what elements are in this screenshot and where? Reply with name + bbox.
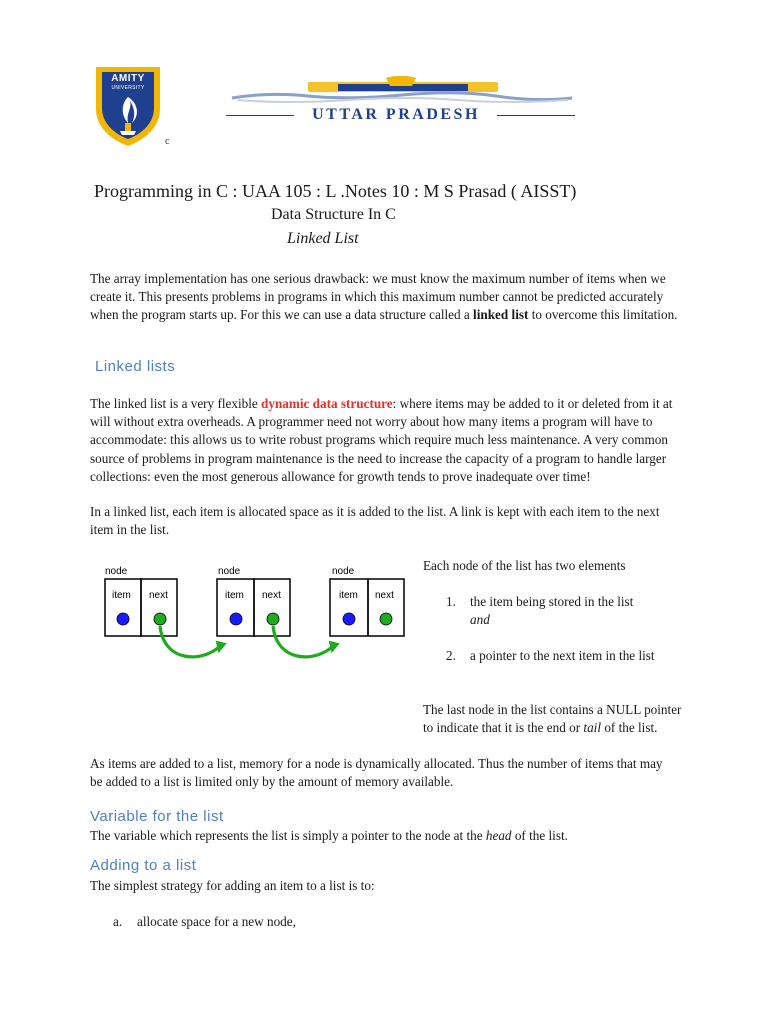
node-2-next-label: next <box>262 590 281 601</box>
node-elements-intro: Each node of the list has two elements <box>423 558 626 573</box>
variable-paragraph <box>90 827 690 845</box>
dynamic-data-structure-term: dynamic data structure <box>261 396 393 411</box>
node-3-item-dot <box>343 613 355 625</box>
list-item-tail: and <box>470 612 490 628</box>
intro-text-before: The array implementation has one serious drawback: we must know the maximum number of items when we create it. This presents problems in programs in which this maximum number cannot be predicted accurately when the program starts up. For this we can use a data structure called a <box>90 271 666 323</box>
section-heading-linked-lists: Linked lists <box>95 358 176 375</box>
list-item-text: allocate space for a new node, <box>137 914 296 929</box>
list-item <box>446 647 676 665</box>
variable-text-before: The variable which represents the list is simply a pointer to the node at the <box>90 828 486 843</box>
list-item <box>113 913 513 931</box>
node-1-next-label: next <box>149 590 168 601</box>
page-title-line1: Programming in C : UAA 105 : L .Notes 10 : M S Prasad ( AISST) <box>94 181 577 201</box>
last-node-paragraph <box>423 701 685 737</box>
linked-list-allocation-paragraph: In a linked list, each item is allocated space as it is added to the list. A link is kept with each item to the next item in the list. <box>90 504 660 538</box>
banner-emblem <box>228 76 576 106</box>
node-3-item-cell <box>330 579 368 636</box>
linked-list-diagram-svg <box>96 560 412 670</box>
banner-rule-left <box>226 115 294 116</box>
intro-paragraph <box>90 270 678 325</box>
banner-rule-right <box>497 115 575 116</box>
intro-text-after: to overcome this limitation. <box>528 307 678 323</box>
link-arrow-1 <box>160 626 220 657</box>
list-item-text: the item being stored in the list <box>470 594 634 609</box>
node-1-item-dot <box>117 613 129 625</box>
variable-text-after: of the list. <box>511 828 568 843</box>
linked-list-diagram <box>96 560 412 670</box>
node-1-item-cell <box>105 579 141 636</box>
node-3-next-label: next <box>375 590 394 601</box>
intro-bold-term: linked list <box>473 307 529 323</box>
stray-mark: c <box>165 136 170 147</box>
node-2-next-dot <box>267 613 279 625</box>
node-2-item-label: item <box>225 590 244 601</box>
adding-steps-list <box>113 913 513 931</box>
last-node-text-after: of the list. <box>601 720 658 736</box>
amity-logo-line1: AMITY <box>111 73 145 84</box>
adding-intro: The simplest strategy for adding an item to a list is to: <box>90 878 375 893</box>
node-3-next-dot <box>380 613 392 625</box>
link-arrow-2 <box>273 626 333 657</box>
node-3-item-label: item <box>339 590 358 601</box>
last-node-text-before: The last node in the list contains a NULL pointer to indicate that it is the end or <box>423 702 682 736</box>
section-heading-variable: Variable for the list <box>90 808 224 825</box>
linked-lists-paragraph <box>90 395 678 486</box>
memory-paragraph: As items are added to a list, memory for a node is dynamically allocated. Thus the number of items that may be added to a list is limited only by the amount of memory available. <box>90 756 663 790</box>
linked-lists-text-before: The linked list is a very flexible <box>90 396 262 411</box>
banner-title: UTTAR PRADESH <box>312 106 480 123</box>
list-item-number: 2. <box>446 648 456 664</box>
page-title-line2: Data Structure In C <box>271 206 396 223</box>
list-item-number: a. <box>113 914 123 929</box>
list-item-number: 1. <box>446 594 456 609</box>
node-1-label: node <box>105 566 128 577</box>
node-3-next-cell <box>368 579 404 636</box>
node-elements-list <box>446 593 676 666</box>
link-arrow-2-head <box>330 642 338 651</box>
linked-lists-text-after: : where items may be added to it or deleted from it at will without extra overheads. A programmer need not worry about how many items a program will have to accommodate: this allows us to write robust programs which require much less maintenance. A very common source of problems in program maintenance is the need to increase the capacity of a program to handle larger collections: even the most generous allowance for growth tends to prove inadequate over time! <box>90 396 673 484</box>
node-2-item-cell <box>217 579 254 636</box>
list-item <box>446 593 676 629</box>
section-heading-adding: Adding to a list <box>90 857 197 874</box>
node-1-next-dot <box>154 613 166 625</box>
node-3-label: node <box>332 566 355 577</box>
head-term: head <box>485 828 512 843</box>
page-title-line3: Linked List <box>287 230 359 247</box>
node-2-item-dot <box>230 613 242 625</box>
amity-logo-line2: UNIVERSITY <box>111 85 145 91</box>
node-2-label: node <box>218 566 241 577</box>
node-1-item-label: item <box>112 590 131 601</box>
list-item-text: a pointer to the next item in the list <box>470 648 655 664</box>
link-arrow-1-head <box>217 642 225 651</box>
tail-term: tail <box>583 720 602 736</box>
